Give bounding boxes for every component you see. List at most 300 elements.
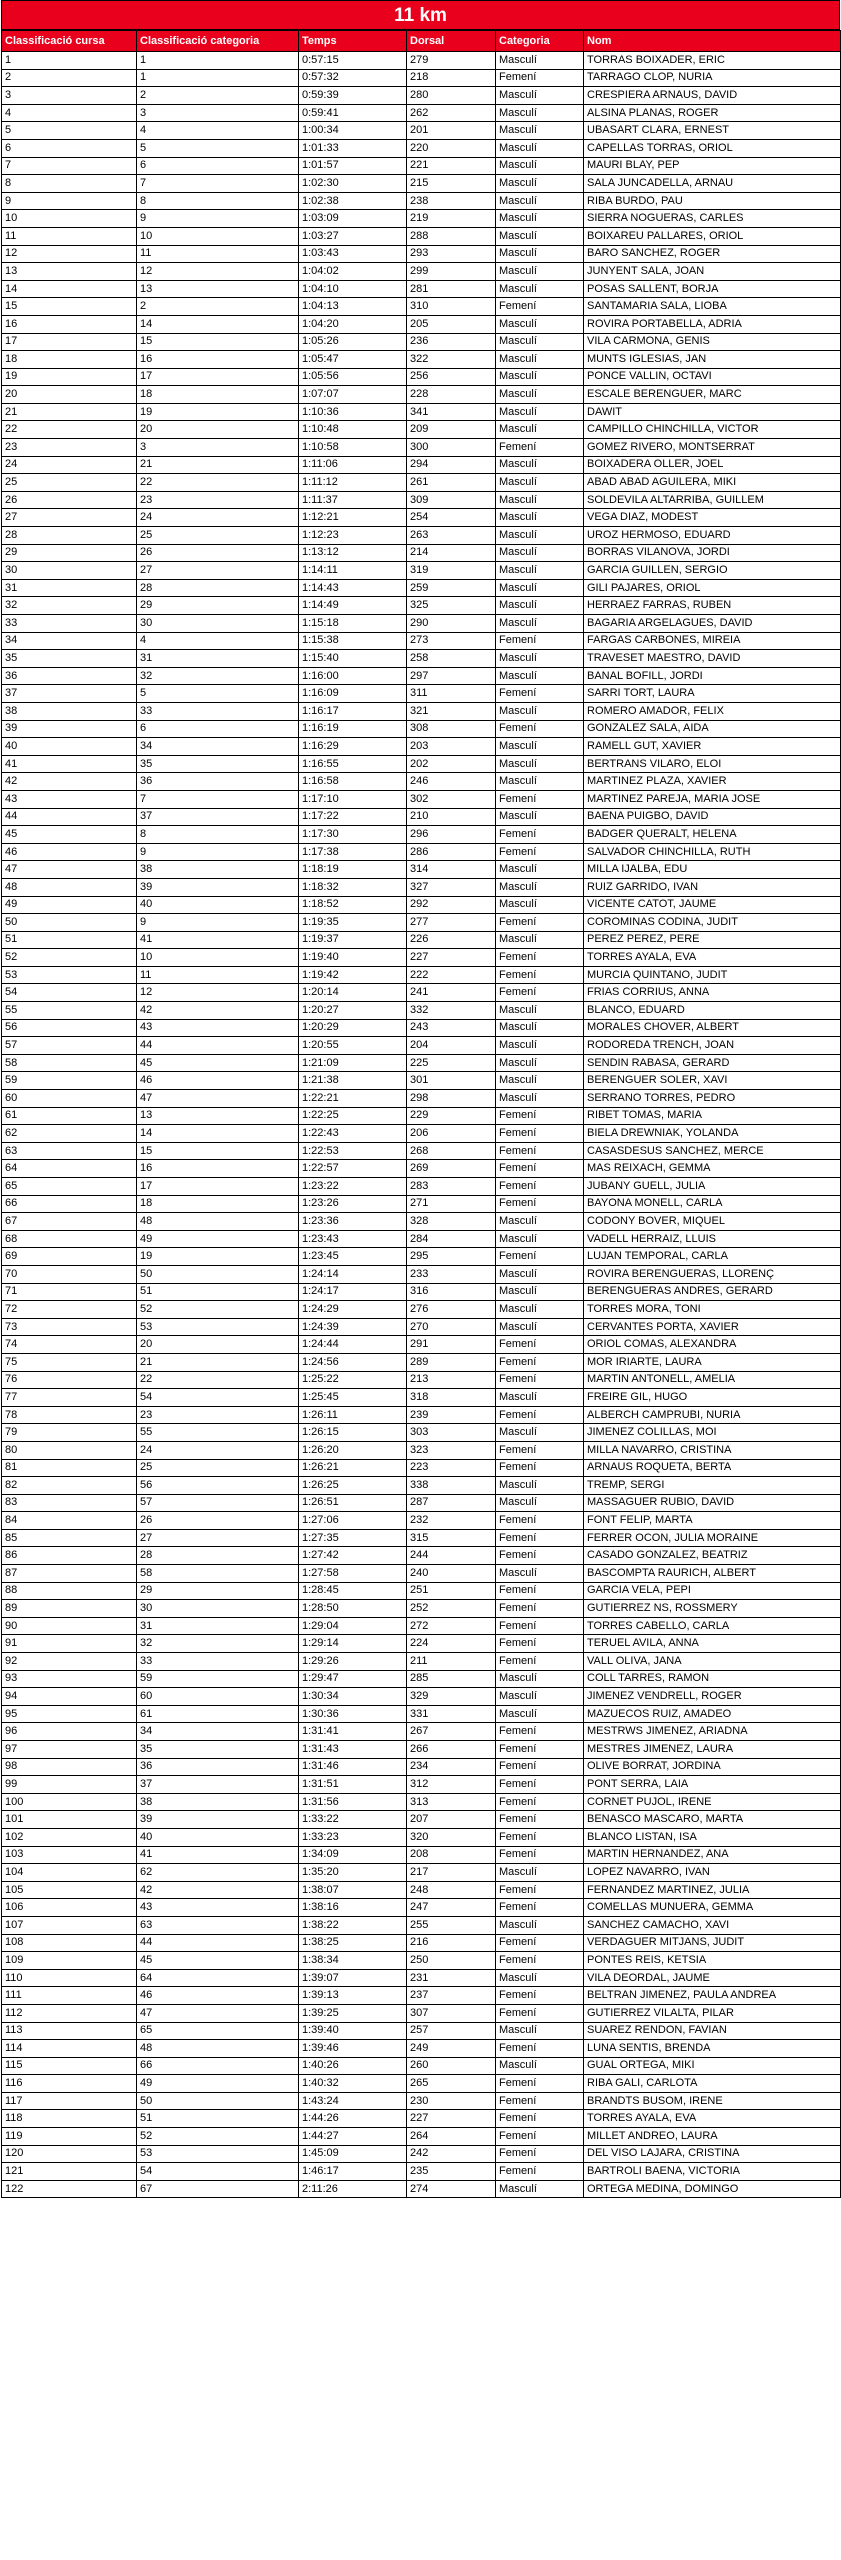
- cell-classificacio-cursa: 118: [2, 2110, 137, 2128]
- cell-categoria: Masculí: [496, 1090, 584, 1108]
- table-row: [2, 210, 841, 228]
- cell-dorsal: 286: [407, 843, 496, 861]
- cell-nom: SANTAMARIA SALA, LIOBA: [584, 298, 841, 316]
- cell-classificacio-cursa: 54: [2, 984, 137, 1002]
- table-row: [2, 650, 841, 668]
- cell-nom: RIBET TOMAS, MARIA: [584, 1107, 841, 1125]
- table-row: [2, 1793, 841, 1811]
- cell-temps: 1:27:58: [299, 1565, 407, 1583]
- table-row: [2, 2110, 841, 2128]
- cell-classificacio-categoria: 9: [137, 914, 299, 932]
- cell-dorsal: 230: [407, 2092, 496, 2110]
- cell-temps: 1:16:09: [299, 685, 407, 703]
- cell-classificacio-cursa: 5: [2, 122, 137, 140]
- table-row: [2, 615, 841, 633]
- cell-classificacio-categoria: 66: [137, 2057, 299, 2075]
- table-row: [2, 1582, 841, 1600]
- cell-temps: 1:10:48: [299, 421, 407, 439]
- cell-classificacio-cursa: 113: [2, 2022, 137, 2040]
- cell-classificacio-categoria: 43: [137, 1019, 299, 1037]
- cell-categoria: Femení: [496, 1529, 584, 1547]
- cell-classificacio-cursa: 25: [2, 474, 137, 492]
- cell-categoria: Femení: [496, 1811, 584, 1829]
- table-row: [2, 720, 841, 738]
- cell-dorsal: 298: [407, 1090, 496, 1108]
- table-row: [2, 949, 841, 967]
- cell-temps: 1:29:26: [299, 1653, 407, 1671]
- table-row: [2, 474, 841, 492]
- cell-temps: 1:16:55: [299, 755, 407, 773]
- cell-categoria: Femení: [496, 843, 584, 861]
- cell-classificacio-categoria: 1: [137, 52, 299, 70]
- cell-classificacio-cursa: 88: [2, 1582, 137, 1600]
- cell-temps: 1:13:12: [299, 544, 407, 562]
- cell-categoria: Femení: [496, 1600, 584, 1618]
- cell-classificacio-categoria: 5: [137, 139, 299, 157]
- cell-categoria: Femení: [496, 1723, 584, 1741]
- cell-temps: 1:23:43: [299, 1230, 407, 1248]
- cell-classificacio-categoria: 55: [137, 1424, 299, 1442]
- table-row: [2, 1459, 841, 1477]
- cell-dorsal: 206: [407, 1125, 496, 1143]
- cell-nom: FERNANDEZ MARTINEZ, JULIA: [584, 1881, 841, 1899]
- cell-dorsal: 201: [407, 122, 496, 140]
- cell-temps: 1:21:38: [299, 1072, 407, 1090]
- cell-nom: COROMINAS CODINA, JUDIT: [584, 914, 841, 932]
- cell-dorsal: 288: [407, 227, 496, 245]
- cell-classificacio-categoria: 60: [137, 1688, 299, 1706]
- table-row: [2, 1916, 841, 1934]
- cell-classificacio-categoria: 6: [137, 720, 299, 738]
- cell-classificacio-cursa: 108: [2, 1934, 137, 1952]
- cell-classificacio-categoria: 33: [137, 1653, 299, 1671]
- table-row: [2, 1934, 841, 1952]
- table-row: [2, 1899, 841, 1917]
- cell-dorsal: 257: [407, 2022, 496, 2040]
- table-row: [2, 2075, 841, 2093]
- cell-classificacio-categoria: 41: [137, 1846, 299, 1864]
- cell-classificacio-categoria: 48: [137, 1213, 299, 1231]
- table-row: [2, 2057, 841, 2075]
- cell-classificacio-cursa: 122: [2, 2180, 137, 2198]
- cell-classificacio-cursa: 49: [2, 896, 137, 914]
- table-row: [2, 368, 841, 386]
- cell-classificacio-categoria: 27: [137, 1529, 299, 1547]
- cell-nom: GONZALEZ SALA, AIDA: [584, 720, 841, 738]
- table-row: [2, 1864, 841, 1882]
- cell-classificacio-categoria: 28: [137, 579, 299, 597]
- cell-nom: TORRES CABELLO, CARLA: [584, 1617, 841, 1635]
- cell-categoria: Masculí: [496, 315, 584, 333]
- cell-nom: ORTEGA MEDINA, DOMINGO: [584, 2180, 841, 2198]
- cell-categoria: Masculí: [496, 1969, 584, 1987]
- cell-classificacio-cursa: 101: [2, 1811, 137, 1829]
- cell-classificacio-categoria: 40: [137, 896, 299, 914]
- cell-classificacio-categoria: 38: [137, 1793, 299, 1811]
- cell-classificacio-categoria: 54: [137, 2163, 299, 2181]
- table-row: [2, 1336, 841, 1354]
- cell-temps: 1:28:50: [299, 1600, 407, 1618]
- cell-categoria: Femení: [496, 914, 584, 932]
- cell-temps: 2:11:26: [299, 2180, 407, 2198]
- cell-classificacio-cursa: 28: [2, 527, 137, 545]
- cell-classificacio-cursa: 107: [2, 1916, 137, 1934]
- table-header: [2, 31, 841, 52]
- cell-temps: 1:19:40: [299, 949, 407, 967]
- cell-temps: 1:27:35: [299, 1529, 407, 1547]
- cell-classificacio-cursa: 24: [2, 456, 137, 474]
- cell-categoria: Masculí: [496, 104, 584, 122]
- cell-classificacio-categoria: 38: [137, 861, 299, 879]
- cell-nom: RIBA GALI, CARLOTA: [584, 2075, 841, 2093]
- cell-dorsal: 320: [407, 1828, 496, 1846]
- cell-classificacio-cursa: 117: [2, 2092, 137, 2110]
- cell-temps: 1:30:34: [299, 1688, 407, 1706]
- cell-nom: ROVIRA PORTABELLA, ADRIA: [584, 315, 841, 333]
- cell-classificacio-categoria: 17: [137, 368, 299, 386]
- cell-categoria: Femení: [496, 826, 584, 844]
- cell-classificacio-cursa: 58: [2, 1054, 137, 1072]
- cell-dorsal: 297: [407, 667, 496, 685]
- cell-classificacio-categoria: 5: [137, 685, 299, 703]
- cell-classificacio-cursa: 87: [2, 1565, 137, 1583]
- cell-classificacio-cursa: 112: [2, 2004, 137, 2022]
- cell-nom: JUBANY GUELL, JULIA: [584, 1178, 841, 1196]
- cell-classificacio-cursa: 21: [2, 403, 137, 421]
- cell-nom: GILI PAJARES, ORIOL: [584, 579, 841, 597]
- table-row: [2, 298, 841, 316]
- cell-temps: 1:33:23: [299, 1828, 407, 1846]
- cell-dorsal: 243: [407, 1019, 496, 1037]
- cell-classificacio-categoria: 50: [137, 1265, 299, 1283]
- cell-dorsal: 215: [407, 175, 496, 193]
- cell-dorsal: 232: [407, 1512, 496, 1530]
- cell-dorsal: 296: [407, 826, 496, 844]
- table-row: [2, 2040, 841, 2058]
- cell-classificacio-cursa: 13: [2, 263, 137, 281]
- cell-classificacio-cursa: 104: [2, 1864, 137, 1882]
- cell-temps: 1:26:51: [299, 1494, 407, 1512]
- table-row: [2, 456, 841, 474]
- cell-temps: 1:31:43: [299, 1741, 407, 1759]
- cell-temps: 1:27:06: [299, 1512, 407, 1530]
- cell-classificacio-cursa: 40: [2, 738, 137, 756]
- cell-temps: 1:35:20: [299, 1864, 407, 1882]
- cell-nom: MOR IRIARTE, LAURA: [584, 1353, 841, 1371]
- cell-classificacio-categoria: 31: [137, 1617, 299, 1635]
- cell-classificacio-categoria: 6: [137, 157, 299, 175]
- cell-classificacio-cursa: 43: [2, 790, 137, 808]
- cell-temps: 1:31:51: [299, 1776, 407, 1794]
- cell-categoria: Masculí: [496, 386, 584, 404]
- cell-nom: PONTES REIS, KETSIA: [584, 1952, 841, 1970]
- cell-dorsal: 202: [407, 755, 496, 773]
- cell-temps: 1:11:06: [299, 456, 407, 474]
- cell-categoria: Femení: [496, 439, 584, 457]
- cell-classificacio-cursa: 61: [2, 1107, 137, 1125]
- cell-classificacio-cursa: 56: [2, 1019, 137, 1037]
- cell-classificacio-cursa: 93: [2, 1670, 137, 1688]
- cell-nom: ROVIRA BERENGUERAS, LLORENÇ: [584, 1265, 841, 1283]
- cell-categoria: Masculí: [496, 1301, 584, 1319]
- cell-classificacio-categoria: 39: [137, 1811, 299, 1829]
- cell-classificacio-cursa: 86: [2, 1547, 137, 1565]
- cell-classificacio-cursa: 31: [2, 579, 137, 597]
- cell-temps: 1:15:18: [299, 615, 407, 633]
- cell-dorsal: 237: [407, 1987, 496, 2005]
- cell-classificacio-cursa: 116: [2, 2075, 137, 2093]
- column-header-classificacio-categoria: Classificació categoria: [137, 31, 299, 52]
- cell-dorsal: 310: [407, 298, 496, 316]
- cell-temps: 1:46:17: [299, 2163, 407, 2181]
- cell-temps: 0:59:39: [299, 87, 407, 105]
- cell-dorsal: 269: [407, 1160, 496, 1178]
- cell-categoria: Masculí: [496, 403, 584, 421]
- cell-temps: 1:19:37: [299, 931, 407, 949]
- cell-temps: 1:05:56: [299, 368, 407, 386]
- cell-classificacio-categoria: 22: [137, 474, 299, 492]
- cell-classificacio-categoria: 14: [137, 1125, 299, 1143]
- cell-dorsal: 272: [407, 1617, 496, 1635]
- cell-nom: PEREZ PEREZ, PERE: [584, 931, 841, 949]
- cell-dorsal: 263: [407, 527, 496, 545]
- cell-nom: GUTIERREZ NS, ROSSMERY: [584, 1600, 841, 1618]
- cell-classificacio-categoria: 21: [137, 456, 299, 474]
- cell-classificacio-cursa: 19: [2, 368, 137, 386]
- cell-temps: 1:16:29: [299, 738, 407, 756]
- column-header-nom: Nom: [584, 31, 841, 52]
- cell-classificacio-categoria: 25: [137, 1459, 299, 1477]
- cell-nom: ABAD ABAD AGUILERA, MIKI: [584, 474, 841, 492]
- cell-categoria: Femení: [496, 966, 584, 984]
- cell-temps: 1:22:57: [299, 1160, 407, 1178]
- table-row: [2, 1265, 841, 1283]
- table-row: [2, 1230, 841, 1248]
- cell-dorsal: 213: [407, 1371, 496, 1389]
- table-row: [2, 122, 841, 140]
- cell-nom: BANAL BOFILL, JORDI: [584, 667, 841, 685]
- cell-temps: 1:20:27: [299, 1002, 407, 1020]
- cell-nom: BRANDTS BUSOM, IRENE: [584, 2092, 841, 2110]
- cell-classificacio-cursa: 105: [2, 1881, 137, 1899]
- cell-nom: DAWIT: [584, 403, 841, 421]
- cell-temps: 1:02:30: [299, 175, 407, 193]
- cell-temps: 1:29:04: [299, 1617, 407, 1635]
- cell-classificacio-cursa: 102: [2, 1828, 137, 1846]
- cell-temps: 1:24:14: [299, 1265, 407, 1283]
- cell-categoria: Masculí: [496, 175, 584, 193]
- cell-temps: 1:31:56: [299, 1793, 407, 1811]
- cell-temps: 1:24:29: [299, 1301, 407, 1319]
- cell-nom: POSAS SALLENT, BORJA: [584, 280, 841, 298]
- cell-categoria: Femení: [496, 949, 584, 967]
- cell-nom: RIBA BURDO, PAU: [584, 192, 841, 210]
- cell-classificacio-cursa: 79: [2, 1424, 137, 1442]
- cell-classificacio-categoria: 31: [137, 650, 299, 668]
- cell-nom: BAENA PUIGBO, DAVID: [584, 808, 841, 826]
- table-row: [2, 1969, 841, 1987]
- cell-dorsal: 291: [407, 1336, 496, 1354]
- cell-nom: BARO SANCHEZ, ROGER: [584, 245, 841, 263]
- cell-nom: SALA JUNCADELLA, ARNAU: [584, 175, 841, 193]
- cell-nom: PONT SERRA, LAIA: [584, 1776, 841, 1794]
- cell-temps: 1:17:30: [299, 826, 407, 844]
- cell-nom: CASADO GONZALEZ, BEATRIZ: [584, 1547, 841, 1565]
- cell-nom: COLL TARRES, RAMON: [584, 1670, 841, 1688]
- table-row: [2, 1090, 841, 1108]
- cell-temps: 1:10:36: [299, 403, 407, 421]
- cell-categoria: Femení: [496, 1459, 584, 1477]
- cell-temps: 1:14:11: [299, 562, 407, 580]
- cell-dorsal: 331: [407, 1705, 496, 1723]
- table-row: [2, 157, 841, 175]
- cell-classificacio-categoria: 10: [137, 949, 299, 967]
- cell-nom: MAURI BLAY, PEP: [584, 157, 841, 175]
- cell-classificacio-categoria: 9: [137, 210, 299, 228]
- cell-categoria: Femení: [496, 685, 584, 703]
- cell-temps: 1:29:14: [299, 1635, 407, 1653]
- table-row: [2, 227, 841, 245]
- cell-nom: UBASART CLARA, ERNEST: [584, 122, 841, 140]
- cell-temps: 1:31:46: [299, 1758, 407, 1776]
- cell-classificacio-cursa: 26: [2, 491, 137, 509]
- cell-classificacio-categoria: 41: [137, 931, 299, 949]
- cell-categoria: Masculí: [496, 1565, 584, 1583]
- cell-categoria: Femení: [496, 1741, 584, 1759]
- cell-classificacio-cursa: 60: [2, 1090, 137, 1108]
- cell-nom: FRIAS CORRIUS, ANNA: [584, 984, 841, 1002]
- table-row: [2, 544, 841, 562]
- cell-classificacio-categoria: 25: [137, 527, 299, 545]
- cell-classificacio-categoria: 63: [137, 1916, 299, 1934]
- cell-categoria: Masculí: [496, 667, 584, 685]
- cell-temps: 1:16:00: [299, 667, 407, 685]
- cell-classificacio-categoria: 49: [137, 2075, 299, 2093]
- cell-temps: 1:39:25: [299, 2004, 407, 2022]
- table-row: [2, 984, 841, 1002]
- cell-categoria: Masculí: [496, 1318, 584, 1336]
- cell-categoria: Masculí: [496, 2180, 584, 2198]
- cell-classificacio-categoria: 20: [137, 421, 299, 439]
- cell-temps: 1:07:07: [299, 386, 407, 404]
- table-row: [2, 579, 841, 597]
- cell-classificacio-cursa: 92: [2, 1653, 137, 1671]
- cell-categoria: Femení: [496, 2092, 584, 2110]
- cell-categoria: Femení: [496, 1899, 584, 1917]
- cell-classificacio-cursa: 89: [2, 1600, 137, 1618]
- cell-classificacio-cursa: 109: [2, 1952, 137, 1970]
- cell-classificacio-categoria: 34: [137, 738, 299, 756]
- table-row: [2, 69, 841, 87]
- cell-classificacio-cursa: 44: [2, 808, 137, 826]
- cell-categoria: Masculí: [496, 491, 584, 509]
- cell-categoria: Masculí: [496, 139, 584, 157]
- cell-classificacio-categoria: 19: [137, 403, 299, 421]
- cell-classificacio-cursa: 51: [2, 931, 137, 949]
- cell-nom: LUJAN TEMPORAL, CARLA: [584, 1248, 841, 1266]
- cell-categoria: Masculí: [496, 245, 584, 263]
- cell-nom: TORRES MORA, TONI: [584, 1301, 841, 1319]
- cell-temps: 1:04:13: [299, 298, 407, 316]
- cell-temps: 1:22:25: [299, 1107, 407, 1125]
- cell-nom: ALSINA PLANAS, ROGER: [584, 104, 841, 122]
- table-row: [2, 280, 841, 298]
- cell-dorsal: 209: [407, 421, 496, 439]
- cell-categoria: Femení: [496, 1846, 584, 1864]
- cell-dorsal: 214: [407, 544, 496, 562]
- cell-classificacio-cursa: 90: [2, 1617, 137, 1635]
- cell-temps: 1:04:02: [299, 263, 407, 281]
- cell-classificacio-categoria: 33: [137, 702, 299, 720]
- cell-categoria: Masculí: [496, 527, 584, 545]
- cell-classificacio-cursa: 6: [2, 139, 137, 157]
- cell-nom: RUIZ GARRIDO, IVAN: [584, 878, 841, 896]
- cell-dorsal: 248: [407, 1881, 496, 1899]
- table-row: [2, 1688, 841, 1706]
- table-row: [2, 1670, 841, 1688]
- cell-categoria: Masculí: [496, 1265, 584, 1283]
- table-row: [2, 755, 841, 773]
- cell-classificacio-cursa: 72: [2, 1301, 137, 1319]
- cell-dorsal: 289: [407, 1353, 496, 1371]
- header-row: [2, 31, 841, 52]
- cell-nom: BOIXAREU PALLARES, ORIOL: [584, 227, 841, 245]
- cell-dorsal: 258: [407, 650, 496, 668]
- cell-classificacio-categoria: 37: [137, 808, 299, 826]
- cell-classificacio-categoria: 24: [137, 1441, 299, 1459]
- cell-nom: MORALES CHOVER, ALBERT: [584, 1019, 841, 1037]
- cell-categoria: Masculí: [496, 1916, 584, 1934]
- cell-classificacio-cursa: 76: [2, 1371, 137, 1389]
- cell-nom: MUNTS IGLESIAS, JAN: [584, 351, 841, 369]
- cell-temps: 1:05:47: [299, 351, 407, 369]
- cell-categoria: Masculí: [496, 896, 584, 914]
- column-header-categoria: Categoria: [496, 31, 584, 52]
- table-row: [2, 966, 841, 984]
- cell-categoria: Masculí: [496, 1230, 584, 1248]
- cell-nom: BARTROLI BAENA, VICTORIA: [584, 2163, 841, 2181]
- cell-classificacio-cursa: 34: [2, 632, 137, 650]
- cell-classificacio-cursa: 55: [2, 1002, 137, 1020]
- cell-categoria: Femení: [496, 1107, 584, 1125]
- cell-dorsal: 299: [407, 263, 496, 281]
- cell-dorsal: 308: [407, 720, 496, 738]
- cell-temps: 1:24:44: [299, 1336, 407, 1354]
- table-row: [2, 2145, 841, 2163]
- cell-dorsal: 244: [407, 1547, 496, 1565]
- cell-nom: MAS REIXACH, GEMMA: [584, 1160, 841, 1178]
- cell-classificacio-categoria: 13: [137, 1107, 299, 1125]
- cell-dorsal: 261: [407, 474, 496, 492]
- table-row: [2, 139, 841, 157]
- cell-nom: TORRES AYALA, EVA: [584, 949, 841, 967]
- cell-temps: 1:12:23: [299, 527, 407, 545]
- cell-classificacio-cursa: 12: [2, 245, 137, 263]
- cell-categoria: Femení: [496, 1776, 584, 1794]
- cell-nom: CAPELLAS TORRAS, ORIOL: [584, 139, 841, 157]
- table-row: [2, 2163, 841, 2181]
- cell-classificacio-cursa: 63: [2, 1142, 137, 1160]
- cell-classificacio-categoria: 15: [137, 333, 299, 351]
- cell-dorsal: 264: [407, 2128, 496, 2146]
- cell-classificacio-cursa: 66: [2, 1195, 137, 1213]
- cell-categoria: Masculí: [496, 351, 584, 369]
- cell-dorsal: 254: [407, 509, 496, 527]
- cell-classificacio-categoria: 4: [137, 122, 299, 140]
- cell-temps: 1:24:17: [299, 1283, 407, 1301]
- cell-classificacio-categoria: 65: [137, 2022, 299, 2040]
- cell-nom: MILLA IJALBA, EDU: [584, 861, 841, 879]
